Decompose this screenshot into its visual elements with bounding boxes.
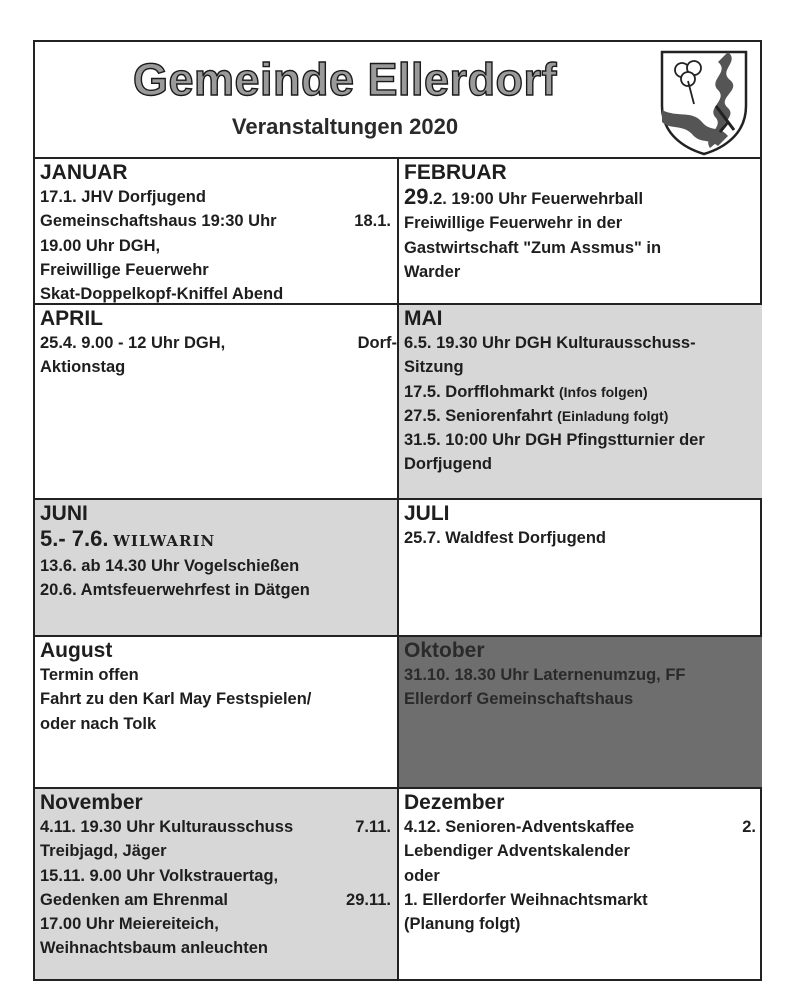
event-line: 17.5. Dorfflohmarkt	[404, 382, 555, 401]
event-line-row	[40, 209, 391, 233]
event-line: Weihnachtsbaum anleuchten	[40, 939, 268, 958]
page-subtitle: Veranstaltungen 2020	[231, 114, 459, 139]
coat-of-arms-icon	[658, 48, 750, 156]
event-line: 20.6. Amtsfeuerwehrfest in Dätgen	[40, 581, 310, 600]
month-heading: JULI	[404, 502, 450, 525]
row-divider	[35, 787, 760, 789]
month-heading: JUNI	[40, 502, 88, 525]
event-note: (Einladung folgt)	[557, 407, 669, 424]
event-line: Dorfjugend	[404, 455, 492, 474]
event-line: (Planung folgt)	[404, 915, 521, 934]
event-line: Gastwirtschaft "Zum Assmus" in	[404, 238, 662, 257]
month-cell-mai	[399, 305, 762, 498]
event-line: Fahrt zu den Karl May Festspielen/	[40, 690, 312, 709]
event-line: oder nach Tolk	[40, 714, 157, 733]
event-line: Sitzung	[404, 358, 464, 377]
event-line: 2.	[742, 818, 756, 836]
header	[35, 42, 760, 159]
row-divider	[35, 498, 760, 500]
row-divider	[35, 303, 760, 305]
event-line: Skat-Doppelkopf-Kniffel Abend	[40, 285, 284, 304]
event-line: Gemeinschaftshaus 19:30 Uhr	[40, 212, 277, 231]
month-heading: August	[40, 639, 113, 662]
event-line: 4.12. Senioren-Adventskaffee	[404, 818, 635, 836]
month-cell-august	[35, 637, 397, 787]
event-date: 29	[404, 184, 429, 209]
row-divider	[35, 635, 760, 637]
event-line: Dorf-	[357, 334, 397, 352]
month-cell-januar	[35, 159, 397, 303]
column-divider	[397, 159, 399, 979]
event-line: 13.6. ab 14.30 Uhr Vogelschießen	[40, 557, 300, 575]
event-line-group	[404, 185, 756, 211]
event-line: 1. Ellerdorfer Weihnachtsmarkt	[404, 890, 648, 909]
event-line: 18.1.	[354, 212, 391, 231]
event-line-group	[404, 404, 756, 428]
event-line: .2. 19:00 Uhr Feuerwehrball	[428, 190, 644, 208]
event-line: Termin offen	[40, 666, 139, 684]
month-heading: November	[40, 791, 143, 814]
event-line: 4.11. 19.30 Uhr Kulturausschuss	[40, 818, 294, 836]
month-cell-november	[35, 789, 397, 979]
month-cell-dezember	[399, 789, 762, 979]
event-line: Freiwillige Feuerwehr	[40, 260, 209, 279]
event-line-group	[40, 526, 391, 554]
event-note: (Infos folgen)	[558, 383, 648, 400]
month-cell-juni	[35, 500, 397, 635]
month-cell-juli	[399, 500, 762, 635]
event-line: 29.11.	[346, 890, 391, 909]
page-title: Gemeinde Ellerdorf	[132, 54, 558, 105]
event-line-row	[40, 888, 391, 912]
event-calendar-sheet	[33, 40, 762, 981]
month-heading: Dezember	[404, 791, 505, 814]
event-line-group	[404, 380, 756, 404]
month-heading: APRIL	[40, 307, 103, 330]
event-line: Treibjagd, Jäger	[40, 842, 167, 861]
event-line: 7.11.	[355, 818, 391, 836]
month-heading: Oktober	[404, 639, 485, 662]
month-cell-februar	[399, 159, 762, 303]
month-heading: JANUAR	[40, 161, 128, 184]
event-date: 5.- 7.6.	[40, 526, 109, 551]
event-line: 17.00 Uhr Meiereiteich,	[40, 915, 219, 934]
event-line: 25.4. 9.00 - 12 Uhr DGH,	[40, 334, 226, 352]
event-line: 31.5. 10:00 Uhr DGH Pfingstturnier der	[404, 431, 705, 450]
month-heading: MAI	[404, 307, 443, 330]
month-cell-oktober	[399, 637, 762, 787]
month-heading: FEBRUAR	[404, 161, 507, 184]
event-line-row	[40, 815, 391, 839]
event-line: 6.5. 19.30 Uhr DGH Kulturausschuss-	[404, 334, 696, 352]
event-line: Freiwillige Feuerwehr in der	[404, 214, 623, 233]
event-line: Gedenken am Ehrenmal	[40, 890, 228, 909]
event-line-row	[404, 815, 756, 839]
event-line: oder	[404, 866, 440, 885]
event-line: Lebendiger Adventskalender	[404, 842, 630, 861]
event-line: Aktionstag	[40, 358, 126, 377]
event-name: WILWARIN	[113, 532, 216, 550]
event-line: Warder	[404, 262, 461, 281]
event-line: 31.10. 18.30 Uhr Laternenumzug, FF	[404, 666, 686, 684]
event-line: 15.11. 9.00 Uhr Volkstrauertag,	[40, 866, 279, 885]
event-line: 25.7. Waldfest Dorfjugend	[404, 529, 606, 547]
month-cell-april	[35, 305, 397, 498]
event-line: 19.00 Uhr DGH,	[40, 236, 161, 255]
event-line-row	[40, 331, 397, 355]
event-line: 17.1. JHV Dorfjugend	[40, 188, 206, 206]
event-line: 27.5. Seniorenfahrt	[404, 406, 553, 425]
event-line: Ellerdorf Gemeinschaftshaus	[404, 690, 634, 709]
